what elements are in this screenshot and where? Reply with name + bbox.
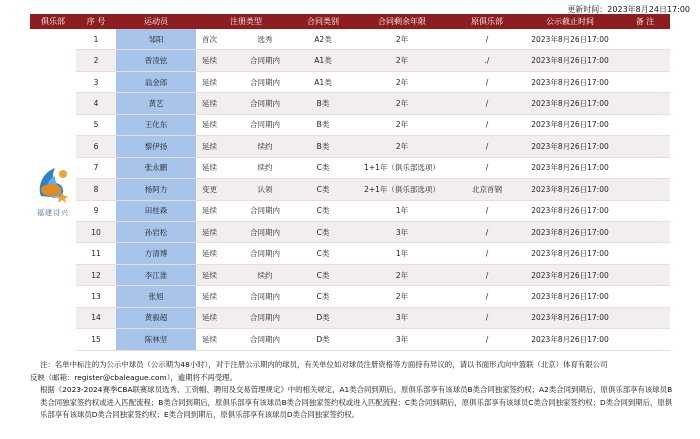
table-row <box>30 136 670 157</box>
remarks <box>620 286 670 307</box>
publicity-deadline: 2023年8月26日17:00 <box>520 157 620 178</box>
original-club: / <box>454 136 520 157</box>
registration-type-secondary: 续约 <box>257 270 273 280</box>
contract-remaining-years: 2年 <box>350 286 454 307</box>
table-row <box>30 286 670 307</box>
registration-type-primary: 延续 <box>202 291 217 301</box>
registration-type-primary: 变更 <box>202 184 217 194</box>
table-row <box>30 93 670 114</box>
table-row <box>30 157 670 178</box>
column-header: 合同类别 <box>296 14 350 29</box>
registration-type-secondary: 合同期内 <box>250 120 280 130</box>
remarks <box>620 200 670 221</box>
column-header: 原俱乐部 <box>454 14 520 29</box>
registration-type-primary: 首次 <box>202 34 217 44</box>
table-row <box>30 179 670 200</box>
remarks <box>620 93 670 114</box>
registration-type-secondary: 合同期内 <box>250 56 280 66</box>
registration-type-secondary: 续约 <box>257 141 273 151</box>
registration-type-secondary: 选秀 <box>257 34 273 44</box>
column-header: 序 号 <box>76 14 116 29</box>
athlete-name: 邹阳 <box>116 29 196 50</box>
remarks <box>620 71 670 92</box>
contract-category: C类 <box>296 286 350 307</box>
publicity-deadline: 2023年8月26日17:00 <box>520 307 620 328</box>
contract-remaining-years: 2年 <box>350 93 454 114</box>
table-row <box>30 29 670 50</box>
row-number: 1 <box>76 29 116 50</box>
athlete-name: 曾凌铉 <box>116 50 196 71</box>
registration-type <box>196 71 296 92</box>
registration-type-primary: 延续 <box>202 77 217 87</box>
contract-remaining-years: 2年 <box>350 264 454 285</box>
registration-type-primary: 延续 <box>202 99 217 109</box>
registration-type-secondary: 合同期内 <box>250 206 280 216</box>
publicity-deadline: 2023年8月26日17:00 <box>520 243 620 264</box>
publicity-deadline: 2023年8月26日17:00 <box>520 93 620 114</box>
row-number: 13 <box>76 286 116 307</box>
contract-remaining-years: 2年 <box>350 71 454 92</box>
registration-type <box>196 286 296 307</box>
registration-type <box>196 307 296 328</box>
contract-remaining-years: 3年 <box>350 307 454 328</box>
contract-category: A2类 <box>296 29 350 50</box>
table-header-row <box>30 14 670 29</box>
row-number: 3 <box>76 71 116 92</box>
remarks <box>620 136 670 157</box>
registration-type <box>196 29 296 50</box>
registration-type-secondary: 合同期内 <box>250 227 280 237</box>
publicity-deadline: 2023年8月26日17:00 <box>520 329 620 350</box>
athlete-name: 黄毅超 <box>116 307 196 328</box>
original-club: / <box>454 307 520 328</box>
contract-category: C类 <box>296 179 350 200</box>
athlete-name: 黎伊扬 <box>116 136 196 157</box>
original-club: / <box>454 221 520 242</box>
row-number: 5 <box>76 114 116 135</box>
column-header: 运动员 <box>116 14 196 29</box>
publicity-deadline: 2023年8月26日17:00 <box>520 136 620 157</box>
registration-type-primary: 延续 <box>202 270 217 280</box>
remarks <box>620 29 670 50</box>
table-body <box>30 29 670 350</box>
contract-remaining-years: 2+1年（俱乐部选项） <box>350 179 454 200</box>
publicity-deadline: 2023年8月26日17:00 <box>520 29 620 50</box>
club-cell <box>30 29 76 350</box>
row-number: 12 <box>76 264 116 285</box>
publicity-deadline: 2023年8月26日17:00 <box>520 221 620 242</box>
athlete-name: 杨阿力 <box>116 179 196 200</box>
remarks <box>620 329 670 350</box>
registration-type-primary: 延续 <box>202 334 217 344</box>
contract-remaining-years: 3年 <box>350 221 454 242</box>
registration-type <box>196 157 296 178</box>
original-club: 北京首钢 <box>454 179 520 200</box>
publicity-deadline: 2023年8月26日17:00 <box>520 286 620 307</box>
registration-type-primary: 延续 <box>202 313 217 323</box>
registration-type-secondary: 合同期内 <box>250 249 280 259</box>
athlete-name: 田桂森 <box>116 200 196 221</box>
remarks <box>620 221 670 242</box>
registration-type <box>196 179 296 200</box>
contract-category: C类 <box>296 221 350 242</box>
original-club: / <box>454 286 520 307</box>
registration-type-primary: 延续 <box>202 227 217 237</box>
contract-category: D类 <box>296 329 350 350</box>
original-club: / <box>454 157 520 178</box>
column-header: 合同剩余年限 <box>350 14 454 29</box>
contract-remaining-years: 3年 <box>350 329 454 350</box>
note-line-1: 注：名单中标注的为公示中球员（公示期为48小时），对于注册公示期内的球员，有关单位如对球员注册资格等方面持有异议的，请以书面形式向中篮联（北京）体育有限公司 <box>40 360 608 369</box>
note-line-2: 反映（邮箱：register@cbaleague.com），逾期将不再受理。 <box>30 372 237 382</box>
registration-type <box>196 114 296 135</box>
original-club: / <box>454 264 520 285</box>
publicity-deadline: 2023年8月26日17:00 <box>520 264 620 285</box>
contract-category: C类 <box>296 264 350 285</box>
contract-remaining-years: 1年 <box>350 200 454 221</box>
remarks <box>620 307 670 328</box>
registration-type <box>196 50 296 71</box>
contract-category: C类 <box>296 200 350 221</box>
registration-type <box>196 93 296 114</box>
remarks <box>620 157 670 178</box>
athlete-name: 张永鹏 <box>116 157 196 178</box>
registration-type-primary: 延续 <box>202 249 217 259</box>
fujian-sturgeons-logo-icon <box>33 162 73 206</box>
contract-remaining-years: 1+1年（俱乐部选项） <box>350 157 454 178</box>
remarks <box>620 179 670 200</box>
table-row <box>30 264 670 285</box>
registration-type <box>196 264 296 285</box>
registration-type-primary: 延续 <box>202 141 217 151</box>
athlete-name: 黄艺 <box>116 93 196 114</box>
row-number: 10 <box>76 221 116 242</box>
table-row <box>30 221 670 242</box>
contract-category: B类 <box>296 114 350 135</box>
original-club: / <box>454 29 520 50</box>
contract-remaining-years: 2年 <box>350 29 454 50</box>
contract-remaining-years: 1年 <box>350 243 454 264</box>
registration-type <box>196 329 296 350</box>
table-row <box>30 50 670 71</box>
contract-category: D类 <box>296 307 350 328</box>
contract-remaining-years: 2年 <box>350 136 454 157</box>
row-number: 14 <box>76 307 116 328</box>
registration-type-primary: 延续 <box>202 56 217 66</box>
remarks <box>620 264 670 285</box>
athlete-name: 李江淮 <box>116 264 196 285</box>
registration-type <box>196 243 296 264</box>
athlete-name: 翁金郎 <box>116 71 196 92</box>
original-club: / <box>454 200 520 221</box>
contract-remaining-years: 2年 <box>350 114 454 135</box>
table-row <box>30 243 670 264</box>
registration-type <box>196 200 296 221</box>
table-row <box>30 200 670 221</box>
row-number: 15 <box>76 329 116 350</box>
publicity-deadline: 2023年8月26日17:00 <box>520 71 620 92</box>
athlete-name: 孙岩松 <box>116 221 196 242</box>
athlete-name: 方清博 <box>116 243 196 264</box>
publicity-deadline: 2023年8月26日17:00 <box>520 50 620 71</box>
contract-category: B类 <box>296 136 350 157</box>
original-club: / <box>454 329 520 350</box>
remarks <box>620 50 670 71</box>
column-header: 注册类型 <box>196 14 296 29</box>
contract-category: B类 <box>296 93 350 114</box>
registration-type-secondary: 合同期内 <box>250 334 280 344</box>
remarks <box>620 243 670 264</box>
registration-type-secondary: 合同期内 <box>250 291 280 301</box>
athlete-name: 陈林坚 <box>116 329 196 350</box>
column-header: 俱乐部 <box>30 14 76 29</box>
registration-type-primary: 延续 <box>202 163 217 173</box>
athlete-name: 王化东 <box>116 114 196 135</box>
publicity-deadline: 2023年8月26日17:00 <box>520 200 620 221</box>
athlete-name: 张旭 <box>116 286 196 307</box>
contract-category: A1类 <box>296 71 350 92</box>
column-header: 备 注 <box>620 14 670 29</box>
table-row <box>30 307 670 328</box>
registration-type-secondary: 合同期内 <box>250 313 280 323</box>
registration-type-secondary: 合同期内 <box>250 77 280 87</box>
club-name: 福建浔兴 <box>37 208 69 217</box>
contract-category: C类 <box>296 157 350 178</box>
table-row <box>30 329 670 350</box>
row-number: 9 <box>76 200 116 221</box>
original-club: / <box>454 93 520 114</box>
registration-type-primary: 延续 <box>202 120 217 130</box>
remarks <box>620 114 670 135</box>
update-time: 更新时间：2023年8月24日17:00 <box>567 5 690 14</box>
contract-category: C类 <box>296 243 350 264</box>
table-row <box>30 71 670 92</box>
row-number: 11 <box>76 243 116 264</box>
original-club: / <box>454 243 520 264</box>
contract-remaining-years: 2年 <box>350 50 454 71</box>
registration-type-primary: 延续 <box>202 206 217 216</box>
registration-type-secondary: 合同期内 <box>250 99 280 109</box>
contract-category: A1类 <box>296 50 350 71</box>
row-number: 7 <box>76 157 116 178</box>
player-registration-table <box>30 14 670 351</box>
registration-type <box>196 221 296 242</box>
original-club: ./ <box>454 50 520 71</box>
original-club: / <box>454 71 520 92</box>
row-number: 8 <box>76 179 116 200</box>
registration-type-secondary: 续约 <box>257 163 273 173</box>
original-club: / <box>454 114 520 135</box>
registration-type-secondary: 认领 <box>257 184 273 194</box>
row-number: 2 <box>76 50 116 71</box>
registration-type <box>196 136 296 157</box>
row-number: 4 <box>76 93 116 114</box>
column-header: 公示截止时间 <box>520 14 620 29</box>
publicity-deadline: 2023年8月26日17:00 <box>520 179 620 200</box>
note-paragraph-rules: 根据《2023-2024赛季CBA联赛球员选秀、工资帽、聘用及交易管理规定》中的相关规定，A1类合同到期后，原俱乐部享有该球员B类合同独家签约权；A2类合同到期后，原俱乐部享有该球员B类合同独家签约权或进入匹配流程；B类合同到期后，原俱乐部享有该球员B类合同独家签约权或进入匹配流程；C类合同到期后，原俱乐部享有该球员C类合同独家签约权；D类合同到期后，原俱乐部享有该球员D类合同独家签约权；E类合同到期后，原俱乐部享有该球员D类合同独家签约权。 <box>40 385 673 419</box>
notes-section <box>30 359 675 422</box>
publicity-deadline: 2023年8月26日17:00 <box>520 114 620 135</box>
table-row <box>30 114 670 135</box>
row-number: 6 <box>76 136 116 157</box>
